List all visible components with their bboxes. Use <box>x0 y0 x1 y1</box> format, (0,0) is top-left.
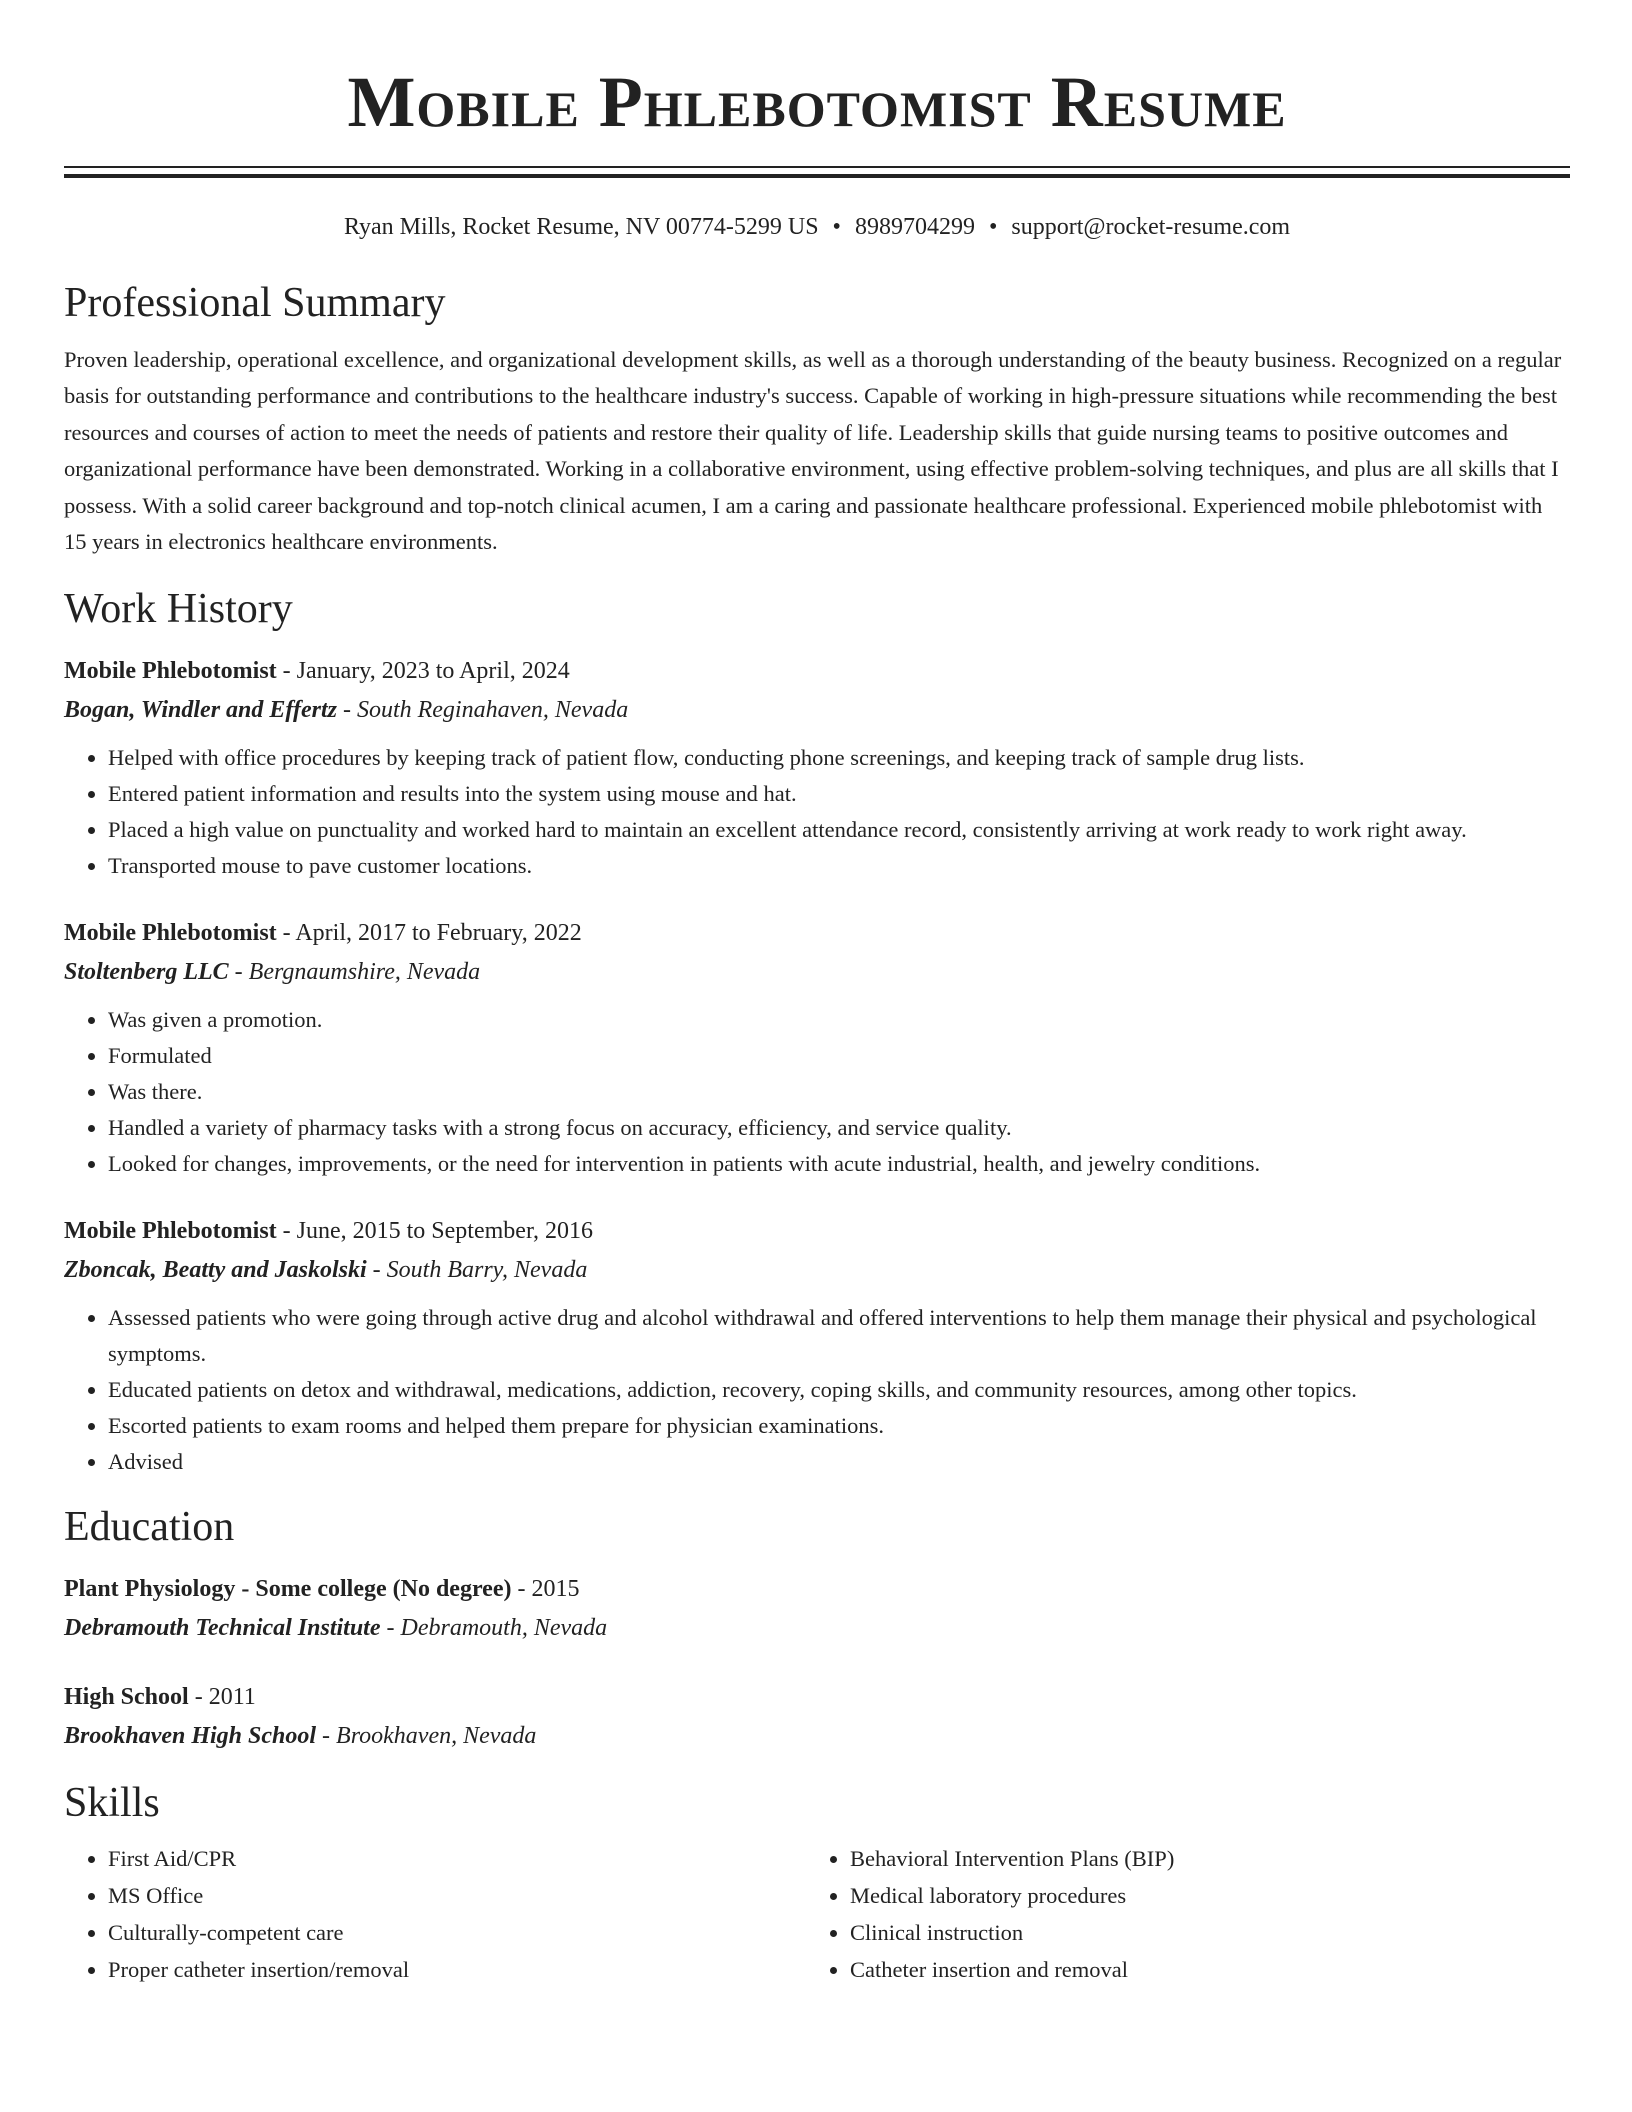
job-dates: - June, 2015 to September, 2016 <box>276 1218 593 1245</box>
education-school: Debramouth Technical Institute <box>64 1615 381 1642</box>
job-bullet: • Entered patient information and results into the system using mouse and hat. <box>108 776 1570 812</box>
job-employer: Stoltenberg LLC <box>64 959 229 986</box>
job-bullet: • Advised <box>108 1444 1570 1480</box>
job-role-line <box>64 652 1570 690</box>
education-entry <box>64 1678 1570 1756</box>
education-year: - 2011 <box>188 1684 256 1711</box>
job-bullet: • Placed a high value on punctuality and worked hard to maintain an excellent attendance record, consistently arriving at work ready to work right away. <box>108 812 1570 848</box>
education-degree: Plant Physiology - Some college (No degree) <box>64 1576 512 1603</box>
job-bullet: • Educated patients on detox and withdrawal, medications, addiction, recovery, coping skills, and community resources, among other topics. <box>108 1372 1570 1408</box>
education-year: - 2015 <box>511 1576 580 1603</box>
education-location: - Debramouth, Nevada <box>380 1615 608 1642</box>
title-divider-thick <box>64 174 1570 178</box>
education-location: - Brookhaven, Nevada <box>316 1723 537 1750</box>
job-location: - South Barry, Nevada <box>366 1257 588 1284</box>
education-degree: High School <box>64 1684 189 1711</box>
job-bullets <box>64 1300 1570 1480</box>
job-bullets <box>64 740 1570 884</box>
job-location: - South Reginahaven, Nevada <box>336 697 629 724</box>
education-school-line <box>64 1608 1570 1648</box>
education-school: Brookhaven High School <box>64 1723 317 1750</box>
job-bullet: • Transported mouse to pave customer locations. <box>108 848 1570 884</box>
education-heading: Education <box>64 1504 235 1551</box>
education-degree-line <box>64 1678 1570 1716</box>
education-school-line <box>64 1716 1570 1756</box>
skill-item: • Proper catheter insertion/removal <box>108 1951 806 1988</box>
skill-item: • MS Office <box>108 1877 806 1914</box>
job-bullet: • Looked for changes, improvements, or the need for intervention in patients with acute industrial, health, and jewelry conditions. <box>108 1146 1570 1182</box>
education-degree-line <box>64 1570 1570 1608</box>
resume-title: Mobile Phlebotomist Resume <box>347 62 1287 142</box>
job-role: Mobile Phlebotomist <box>64 658 277 685</box>
skill-item: • Medical laboratory procedures <box>850 1877 1548 1914</box>
job-bullet: • Was given a promotion. <box>108 1002 1570 1038</box>
job-dates: - January, 2023 to April, 2024 <box>276 658 570 685</box>
skill-item: • Culturally-competent care <box>108 1914 806 1951</box>
job-location: - Bergnaumshire, Nevada <box>228 959 481 986</box>
job-employer-line <box>64 690 1570 730</box>
job-employer: Zboncak, Beatty and Jaskolski <box>64 1257 367 1284</box>
contact-address: Ryan Mills, Rocket Resume, NV 00774-5299 US <box>343 214 819 240</box>
contact-separator: • <box>988 214 998 240</box>
job-entry <box>64 652 1570 884</box>
job-bullet: • Assessed patients who were going through active drug and alcohol withdrawal and offered interventions to help them manage their physical and psychological symptoms. <box>108 1300 1570 1372</box>
job-role: Mobile Phlebotomist <box>64 1218 277 1245</box>
contact-line <box>64 210 1570 244</box>
job-bullet: • Formulated <box>108 1038 1570 1074</box>
job-dates: - April, 2017 to February, 2022 <box>276 920 582 947</box>
title-divider-thin <box>64 166 1570 168</box>
job-employer-line <box>64 952 1570 992</box>
job-bullet: • Handled a variety of pharmacy tasks with a strong focus on accuracy, efficiency, and service quality. <box>108 1110 1570 1146</box>
skills-column-left <box>64 1840 806 1988</box>
job-entry <box>64 1212 1570 1480</box>
job-role-line <box>64 914 1570 952</box>
job-role: Mobile Phlebotomist <box>64 920 277 947</box>
job-bullet: • Escorted patients to exam rooms and helped them prepare for physician examinations. <box>108 1408 1570 1444</box>
summary-text: Proven leadership, operational excellence, and organizational development skills, as well as a thorough understanding of the beauty business. Recognized on a regular basis for outstanding performance and contributions to the healthcare industry's success. Capable of working in high-pressure situations while recommending the best resources and courses of action to meet the needs of patients and restore their quality of life. Leadership skills that guide nursing teams to positive outcomes and organizational performance have been demonstrated. Working in a collaborative environment, using effective problem-solving techniques, and plus are all skills that I possess. With a solid career background and top-notch clinical acumen, I am a caring and passionate healthcare professional. Experienced mobile phlebotomist with 15 years in electronics healthcare environments. <box>64 347 1562 555</box>
contact-email: support@rocket-resume.com <box>1011 214 1291 240</box>
contact-separator: • <box>832 214 841 240</box>
contact-phone: 8989704299 <box>854 214 975 240</box>
job-bullet: • Was there. <box>108 1074 1570 1110</box>
job-entry <box>64 914 1570 1182</box>
education-entry <box>64 1570 1570 1648</box>
skill-item: • Behavioral Intervention Plans (BIP) <box>850 1840 1548 1877</box>
work-history-heading: Work History <box>64 586 293 633</box>
skill-item: • First Aid/CPR <box>108 1840 806 1877</box>
summary-heading: Professional Summary <box>64 280 446 326</box>
resume-page <box>64 0 1570 1988</box>
skill-item: • Catheter insertion and removal <box>850 1951 1548 1988</box>
skill-item: • Clinical instruction <box>850 1914 1548 1951</box>
skills-column-right <box>806 1840 1548 1988</box>
job-bullet: • Helped with office procedures by keeping track of patient flow, conducting phone screenings, and keeping track of sample drug lists. <box>108 740 1570 776</box>
skills-heading: Skills <box>64 1780 160 1827</box>
job-role-line <box>64 1212 1570 1250</box>
job-employer: Bogan, Windler and Effertz <box>64 697 337 724</box>
job-employer-line <box>64 1250 1570 1290</box>
skills-list <box>64 1840 1570 1988</box>
job-bullets <box>64 1002 1570 1182</box>
